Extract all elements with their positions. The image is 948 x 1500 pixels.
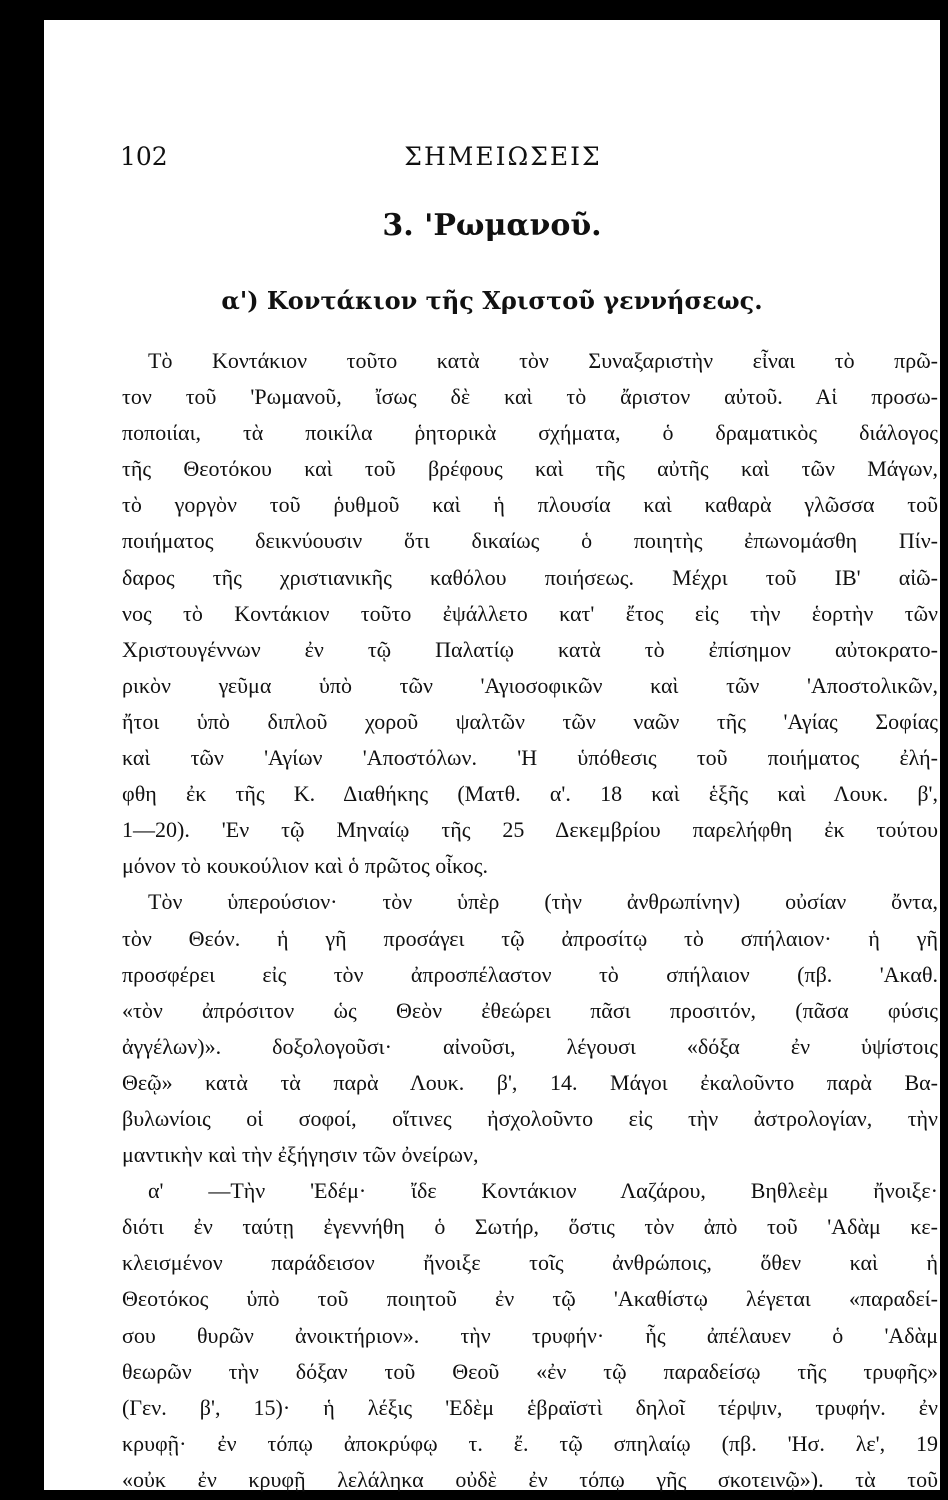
text-line: Θεῷ» κατὰ τὰ παρὰ Λουκ. β', 14. Μάγοι ἐκαλοῦντο παρὰ Βα- [122, 1069, 938, 1095]
text-line: ρικὸν γεῦμα ὑπὸ τῶν 'Αγιοσοφικῶν καὶ τῶν 'Αποστολικῶν, [122, 672, 938, 698]
text-line: α' —Τὴν 'Εδέμ· ἴδε Κοντάκιον Λαζάρου, Βηθλεὲμ ἤνοιξε· [148, 1178, 938, 1204]
text-line: ποποιίαι, τὰ ποικίλα ῥητορικὰ σχήματα, ὁ δραματικὸς διάλογος [122, 420, 938, 446]
body-text [122, 343, 938, 1498]
text-line: μαντικὴν καὶ τὴν ἐξήγησιν τῶν ὀνείρων, [122, 1142, 479, 1168]
text-line: Θεοτόκος ὑπὸ τοῦ ποιητοῦ ἐν τῷ 'Ακαθίστῳ λέγεται «παραδεί- [122, 1286, 938, 1312]
text-line: κρυφῇ· ἐν τόπῳ ἀποκρύφῳ τ. ἔ. τῷ σπηλαίῳ (πβ. 'Ησ. λε', 19 [122, 1430, 938, 1456]
text-line: σου θυρῶν ἀνοικτήριον». τὴν τρυφήν· ἧς ἀπέλαυεν ὁ 'Αδὰμ [122, 1322, 938, 1348]
text-line: φθη ἐκ τῆς Κ. Διαθήκης (Ματθ. α'. 18 καὶ ἑξῆς καὶ Λουκ. β', [122, 781, 938, 807]
text-line: νος τὸ Κοντάκιον τοῦτο ἐψάλλετο κατ' ἔτος εἰς τὴν ἑορτὴν τῶν [122, 600, 938, 626]
text-line: τὸ γοργὸν τοῦ ῥυθμοῦ καὶ ἡ πλουσία καὶ καθαρὰ γλῶσσα τοῦ [122, 492, 938, 518]
text-line: τῆς Θεοτόκου καὶ τοῦ βρέφους καὶ τῆς αὐτῆς καὶ τῶν Μάγων, [122, 456, 938, 482]
text-line: Τὸ Κοντάκιον τοῦτο κατὰ τὸν Συναξαριστὴν εἶναι τὸ πρῶ- [148, 348, 938, 373]
text-line: Χριστουγέννων ἐν τῷ Παλατίῳ κατὰ τὸ ἐπίσημον αὐτοκρατο- [122, 636, 938, 662]
section-title: 3. 'Ρωμανοῦ. [382, 208, 602, 243]
text-line: προσφέρει εἰς τὸν ἀπροσπέλαστον τὸ σπήλαιον (πβ. 'Ακαθ. [122, 961, 938, 987]
text-line: Τὸν ὑπερούσιον· τὸν ὑπὲρ (τὴν ἀνθρωπίνην) οὐσίαν ὄντα, [148, 889, 938, 915]
book-page [44, 20, 940, 1490]
text-line: ποιήματος δεικνύουσιν ὅτι δικαίως ὁ ποιητὴς ἐπωνομάσθη Πίν- [122, 528, 938, 554]
text-line: μόνον τὸ κουκούλιον καὶ ὁ πρῶτος οἶκος. [122, 853, 488, 879]
text-line: ἀγγέλων)». δοξολογοῦσι· αἰνοῦσι, λέγουσι «δόξα ἐν ὑψίστοις [122, 1033, 938, 1059]
text-line: βυλωνίοις οἱ σοφοί, οἵτινες ἠσχολοῦντο εἰς τὴν ἀστρολογίαν, τὴν [122, 1105, 938, 1131]
text-line: ἤτοι ὑπὸ διπλοῦ χοροῦ ψαλτῶν τῶν ναῶν τῆς 'Αγίας Σοφίας [122, 708, 938, 734]
text-line: διότι ἐν ταύτῃ ἐγεννήθη ὁ Σωτήρ, ὅστις τὸν ἀπὸ τοῦ 'Αδὰμ κε- [122, 1214, 938, 1240]
text-line: «οὐκ ἐν κρυφῇ λελάληκα οὐδὲ ἐν τόπῳ γῆς σκοτεινῷ»). τὰ τοῦ [122, 1466, 938, 1492]
page-number: 102 [120, 142, 168, 171]
text-line: δαρος τῆς χριστιανικῆς καθόλου ποιήσεως. Μέχρι τοῦ ΙΒ' αἰῶ- [122, 564, 938, 590]
text-line: κλεισμένον παράδεισον ἤνοιξε τοῖς ἀνθρώποις, ὅθεν καὶ ἡ [122, 1250, 938, 1276]
running-head [120, 142, 886, 174]
text-line: (Γεν. β', 15)· ἡ λέξις 'Εδὲμ ἑβραϊστὶ δηλοῖ τέρψιν, τρυφήν. ἐν [122, 1394, 938, 1420]
text-line: τον τοῦ 'Ρωμανοῦ, ἴσως δὲ καὶ τὸ ἄριστον αὐτοῦ. Αἱ προσω- [122, 384, 938, 410]
text-line: «τὸν ἀπρόσιτον ὡς Θεὸν ἐθεώρει πᾶσι προσιτόν, (πᾶσα φύσις [122, 997, 938, 1023]
text-line: 1—20). 'Εν τῷ Μηναίῳ τῆς 25 Δεκεμβρίου παρελήφθη ἐκ τούτου [122, 817, 938, 843]
text-line: καὶ τῶν 'Αγίων 'Αποστόλων. 'Η ὑπόθεσις τοῦ ποιήματος ἐλή- [122, 745, 938, 771]
subsection-title: α') Κοντάκιον τῆς Χριστοῦ γεννήσεως. [221, 286, 763, 315]
running-title: ΣΗΜΕΙΩΣΕΙΣ [404, 142, 602, 171]
text-line: τὸν Θεόν. ἡ γῆ προσάγει τῷ ἀπροσίτῳ τὸ σπήλαιον· ἡ γῆ [122, 925, 938, 951]
text-line: θεωρῶν τὴν δόξαν τοῦ Θεοῦ «ἐν τῷ παραδείσῳ τῆς τρυφῆς» [122, 1358, 938, 1384]
